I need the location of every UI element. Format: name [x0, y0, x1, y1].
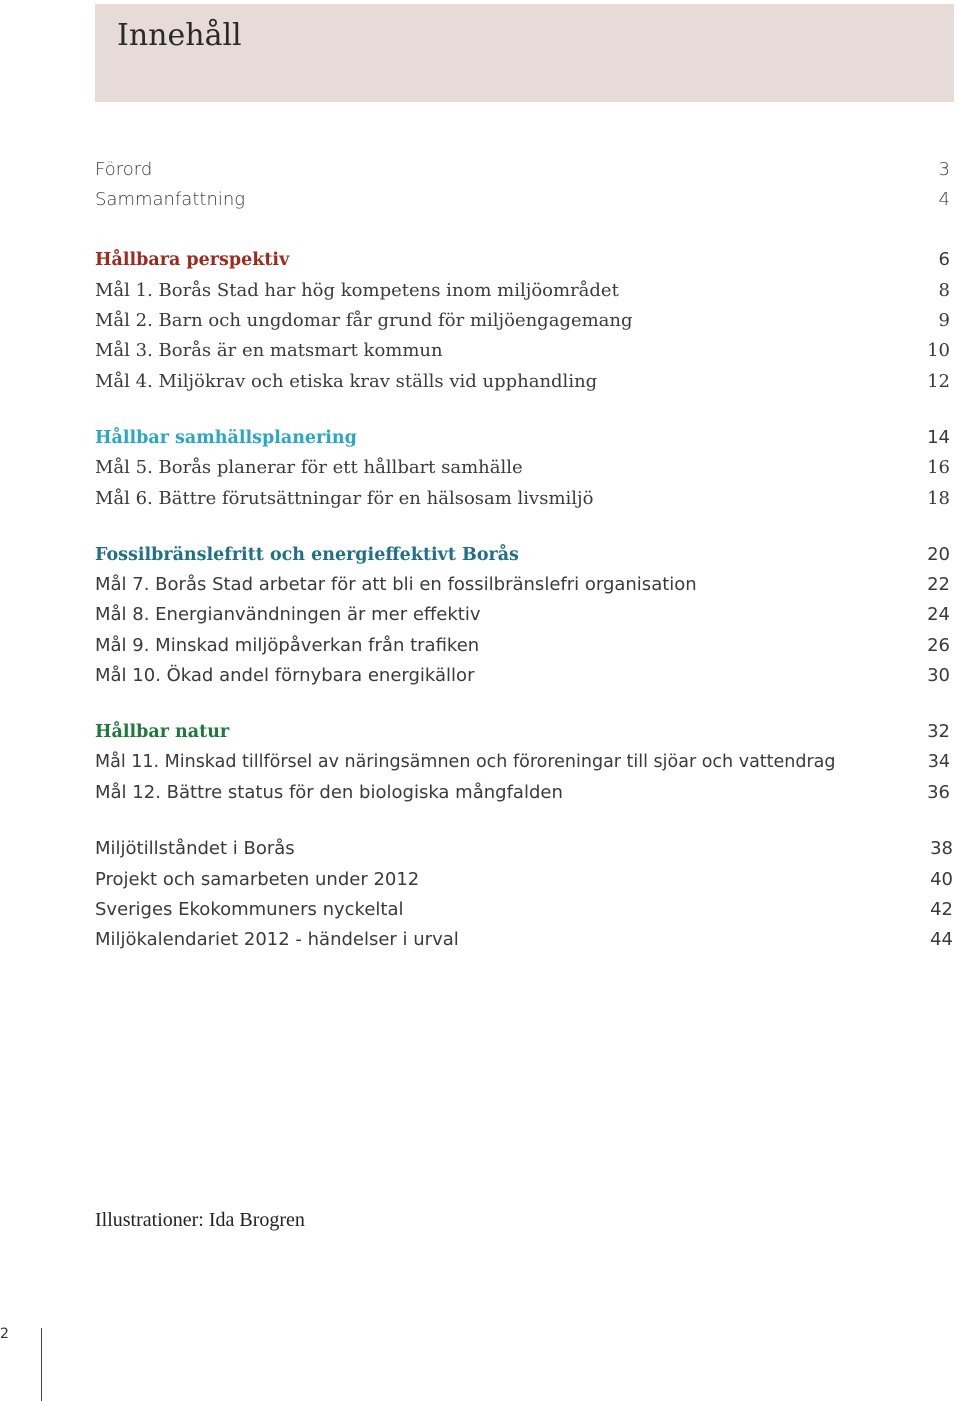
toc-entry-mal-4[interactable] [95, 368, 953, 396]
toc-entry-page: 3 [938, 159, 950, 180]
toc-entry-label: Sammanfattning [95, 189, 246, 210]
toc-entry-label: Mål 1. Borås Stad har hög kompetens inom miljöområdet [95, 280, 619, 301]
toc-entry-page: 9 [938, 310, 950, 331]
toc-entry-mal-8[interactable] [95, 601, 953, 629]
toc-entry-projekt[interactable] [95, 866, 953, 894]
toc-entry-label: Mål 10. Ökad andel förnybara energikällor [95, 665, 475, 686]
toc-section-page: 14 [927, 427, 950, 448]
toc-section-fossilbranslefritt[interactable] [95, 541, 953, 569]
illustration-credit: Illustrationer: Ida Brogren [95, 1209, 305, 1231]
toc-entry-mal-9[interactable] [95, 632, 953, 660]
toc-entry-miljokalendariet[interactable] [95, 926, 953, 954]
toc-section-label: Fossilbränslefritt och energieffektivt Borås [95, 545, 519, 565]
toc-entry-page: 36 [927, 782, 950, 803]
toc-entry-sammanfattning[interactable] [95, 186, 953, 214]
toc-entry-label: Mål 8. Energianvändningen är mer effektiv [95, 604, 481, 625]
toc-entry-label: Mål 9. Minskad miljöpåverkan från trafiken [95, 635, 480, 656]
toc-entry-page: 30 [927, 665, 950, 686]
toc-section-label: Hållbara perspektiv [95, 250, 290, 270]
toc-entry-page: 34 [927, 752, 950, 772]
toc-entry-label: Projekt och samarbeten under 2012 [95, 869, 420, 890]
toc-entry-label: Miljökalendariet 2012 - händelser i urval [95, 929, 459, 950]
page-number: 2 [0, 1326, 9, 1342]
toc-entry-mal-5[interactable] [95, 454, 953, 482]
toc-entry-label: Mål 12. Bättre status för den biologiska mångfalden [95, 782, 563, 803]
toc-entry-label: Mål 2. Barn och ungdomar får grund för miljöengagemang [95, 310, 633, 331]
toc-section-label: Hållbar samhällsplanering [95, 428, 357, 448]
toc-section-page: 6 [938, 249, 950, 270]
toc-entry-page: 24 [927, 604, 950, 625]
toc-entry-label: Miljötillståndet i Borås [95, 838, 295, 859]
toc-entry-label: Sveriges Ekokommuners nyckeltal [95, 899, 404, 920]
toc-entry-page: 44 [930, 929, 953, 950]
toc-entry-label: Mål 6. Bättre förutsättningar för en hälsosam livsmiljö [95, 488, 594, 509]
toc-entry-page: 26 [927, 635, 950, 656]
toc-entry-page: 12 [927, 371, 950, 392]
toc-entry-page: 38 [930, 838, 953, 859]
toc-entry-page: 16 [927, 457, 950, 478]
toc-entry-label: Mål 4. Miljökrav och etiska krav ställs vid upphandling [95, 371, 598, 392]
toc-entry-page: 8 [938, 280, 950, 301]
table-of-contents [95, 0, 953, 1000]
toc-section-label: Hållbar natur [95, 722, 230, 742]
toc-entry-page: 10 [927, 340, 950, 361]
toc-entry-mal-10[interactable] [95, 662, 953, 690]
toc-entry-ekokommuner[interactable] [95, 896, 953, 924]
toc-entry-label: Mål 5. Borås planerar för ett hållbart samhälle [95, 457, 523, 478]
page-title: Innehåll [117, 18, 242, 53]
toc-entry-mal-12[interactable] [95, 779, 953, 807]
toc-section-page: 32 [927, 721, 950, 742]
toc-entry-page: 42 [930, 899, 953, 920]
toc-entry-label: Mål 11. Minskad tillförsel av näringsämnen och föroreningar till sjöar och vattendrag [95, 752, 836, 772]
toc-entry-mal-3[interactable] [95, 337, 953, 365]
toc-entry-label: Mål 7. Borås Stad arbetar för att bli en fossilbränslefri organisation [95, 574, 697, 595]
toc-section-hallbara-perspektiv[interactable] [95, 246, 953, 274]
toc-section-hallbar-natur[interactable] [95, 718, 953, 746]
toc-entry-mal-2[interactable] [95, 307, 953, 335]
toc-entry-page: 18 [927, 488, 950, 509]
toc-entry-miljotillstandet[interactable] [95, 835, 953, 863]
toc-entry-mal-11[interactable] [95, 748, 953, 776]
page-margin-rule [41, 1328, 42, 1401]
toc-entry-page: 22 [927, 574, 950, 595]
toc-entry-mal-1[interactable] [95, 277, 953, 305]
toc-entry-label: Förord [95, 159, 153, 180]
toc-entry-label: Mål 3. Borås är en matsmart kommun [95, 340, 443, 361]
toc-section-page: 20 [927, 544, 950, 565]
toc-entry-mal-7[interactable] [95, 571, 953, 599]
toc-section-hallbar-samhallsplanering[interactable] [95, 424, 953, 452]
toc-entry-forord[interactable] [95, 156, 953, 184]
toc-entry-page: 4 [938, 189, 950, 210]
toc-entry-mal-6[interactable] [95, 485, 953, 513]
toc-entry-page: 40 [930, 869, 953, 890]
